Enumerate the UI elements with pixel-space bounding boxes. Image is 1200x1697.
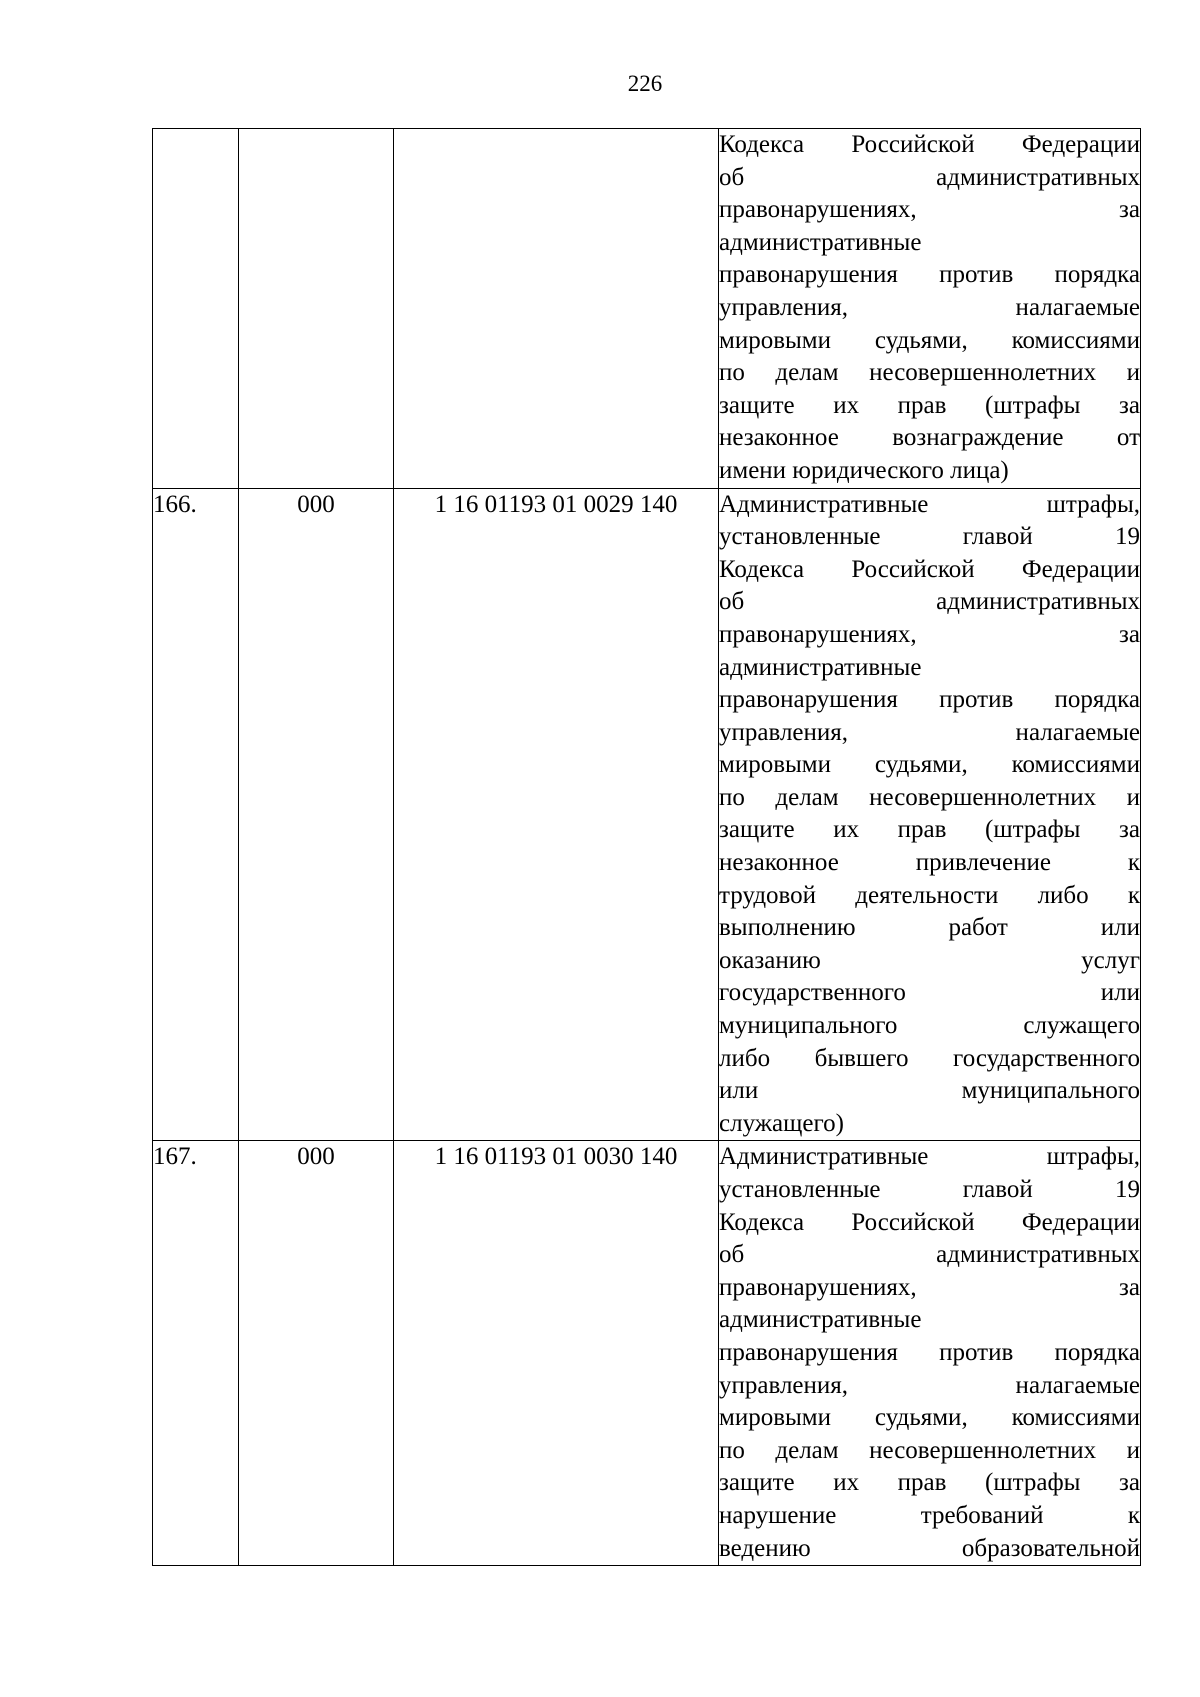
description-line: Кодекса Российской Федерации bbox=[719, 555, 1140, 583]
description-line: или муниципального bbox=[719, 1077, 1140, 1105]
description-line: выполнению работ или bbox=[719, 914, 1140, 942]
revenue-code-cell: 1 16 01193 01 0030 140 bbox=[394, 1141, 719, 1566]
description-line: управления, налагаемые bbox=[719, 718, 1140, 746]
description-line: по делам несовершеннолетних и bbox=[719, 359, 1140, 387]
description-line: ведению образовательной bbox=[719, 1534, 1140, 1562]
description-line: служащего) bbox=[719, 1109, 844, 1137]
description-line: об административных bbox=[719, 588, 1140, 616]
description-line: Кодекса Российской Федерации bbox=[719, 1208, 1140, 1236]
row-number-cell: 167. bbox=[153, 1141, 239, 1566]
description-line: муниципального служащего bbox=[719, 1012, 1140, 1040]
description-cell bbox=[719, 488, 1141, 1141]
description-line: об административных bbox=[719, 1241, 1140, 1269]
admin-code-cell: 000 bbox=[239, 488, 394, 1141]
description-line: правонарушения против порядка bbox=[719, 1338, 1140, 1366]
description-line: об административных bbox=[719, 163, 1140, 191]
description-line: имени юридического лица) bbox=[719, 456, 1009, 484]
description-line: государственного или bbox=[719, 979, 1140, 1007]
description-line: установленные главой 19 bbox=[719, 523, 1140, 551]
admin-code-cell: 000 bbox=[239, 1141, 394, 1566]
page-number: 226 bbox=[627, 71, 663, 96]
description-line: правонарушения против порядка bbox=[719, 261, 1140, 289]
description-cell bbox=[719, 1141, 1141, 1566]
description-line: защите их прав (штрафы за bbox=[719, 816, 1140, 844]
description-line: нарушение требований к bbox=[719, 1501, 1140, 1529]
description-line: мировыми судьями, комиссиями bbox=[719, 326, 1140, 354]
budget-codes-table bbox=[152, 128, 1141, 1566]
description-line: управления, налагаемые bbox=[719, 1371, 1140, 1399]
description-line: Кодекса Российской Федерации bbox=[719, 131, 1140, 158]
row-number-cell bbox=[153, 129, 239, 489]
description-line: либо бывшего государственного bbox=[719, 1044, 1140, 1072]
description-line: Административные штрафы, bbox=[719, 490, 1140, 518]
description-line: Административные штрафы, bbox=[719, 1143, 1140, 1171]
revenue-code-cell bbox=[394, 129, 719, 489]
description-line: административные bbox=[719, 228, 922, 256]
description-line: защите их прав (штрафы за bbox=[719, 1469, 1140, 1497]
table-row bbox=[153, 1141, 1141, 1566]
description-line: по делам несовершеннолетних и bbox=[719, 783, 1140, 811]
description-line: по делам несовершеннолетних и bbox=[719, 1436, 1140, 1464]
description-line: административные bbox=[719, 1306, 922, 1334]
description-line: незаконное вознаграждение от bbox=[719, 424, 1140, 452]
description-line: оказанию услуг bbox=[719, 946, 1140, 974]
description-line: трудовой деятельности либо к bbox=[719, 881, 1140, 909]
description-line: мировыми судьями, комиссиями bbox=[719, 751, 1140, 779]
table-row bbox=[153, 488, 1141, 1141]
description-line: правонарушениях, за bbox=[719, 1273, 1140, 1301]
description-line: установленные главой 19 bbox=[719, 1176, 1140, 1203]
table-body bbox=[153, 129, 1141, 1566]
description-line: правонарушениях, за bbox=[719, 620, 1140, 648]
description-line: правонарушениях, за bbox=[719, 196, 1140, 224]
row-number-cell: 166. bbox=[153, 488, 239, 1141]
description-line: правонарушения против порядка bbox=[719, 686, 1140, 714]
description-line: мировыми судьями, комиссиями bbox=[719, 1404, 1140, 1432]
description-line: управления, налагаемые bbox=[719, 293, 1140, 321]
description-line: незаконное привлечение к bbox=[719, 849, 1140, 877]
revenue-code-cell: 1 16 01193 01 0029 140 bbox=[394, 488, 719, 1141]
description-line: административные bbox=[719, 653, 922, 681]
table-row bbox=[153, 129, 1141, 489]
description-line: защите их прав (штрафы за bbox=[719, 391, 1140, 419]
description-cell bbox=[719, 129, 1141, 489]
admin-code-cell bbox=[239, 129, 394, 489]
